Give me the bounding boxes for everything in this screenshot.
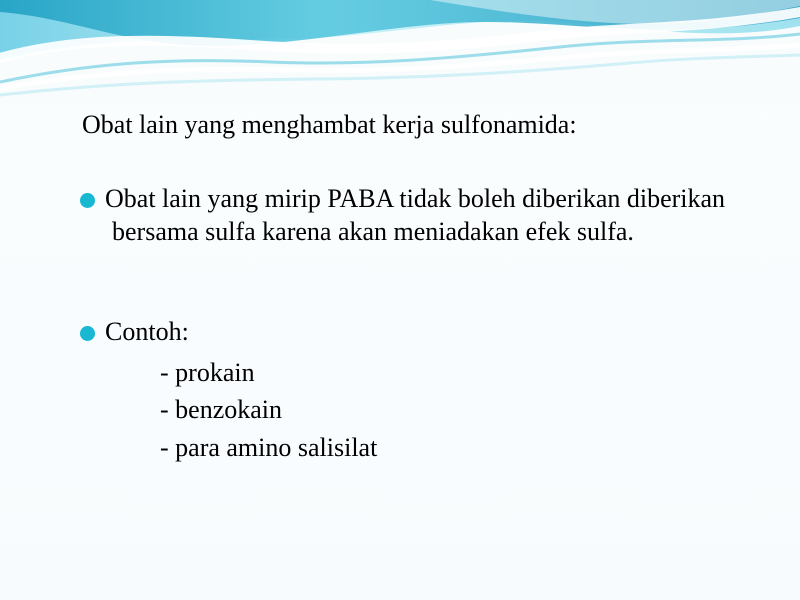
bullet-text-contoh: Contoh: bbox=[105, 317, 189, 346]
slide-title: Obat lain yang menghambat kerja sulfonamida: bbox=[82, 110, 577, 139]
bullet-dot-icon bbox=[80, 326, 95, 341]
bullet-point-paba bbox=[80, 182, 770, 248]
example-item-para-amino-salisilat: - para amino salisilat bbox=[160, 433, 378, 462]
wave-header-graphic bbox=[0, 0, 800, 105]
example-item-prokain: - prokain bbox=[160, 358, 255, 387]
bullet-dot-icon bbox=[80, 193, 95, 208]
example-item-benzokain: - benzokain bbox=[160, 395, 283, 424]
bullet-point-contoh bbox=[80, 315, 770, 348]
bullet-text-paba: Obat lain yang mirip PABA tidak boleh diberikan diberikan bersama sulfa karena akan meniadakan efek sulfa. bbox=[105, 184, 726, 246]
